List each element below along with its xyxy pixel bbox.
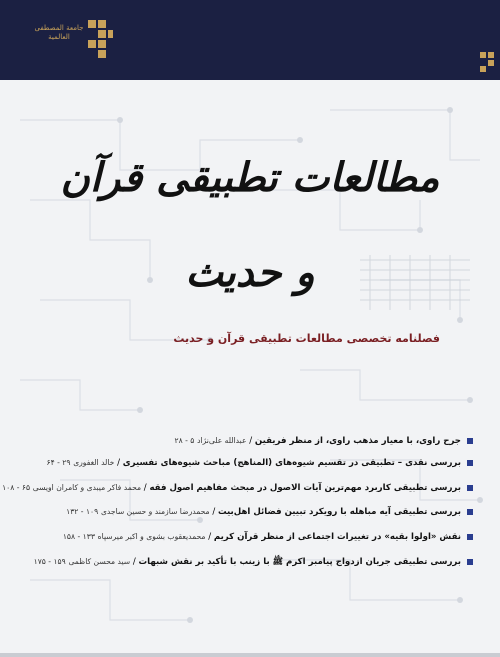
toc-item: بررسی تطبیقی آیه مباهله با رویکرد تبیین فضائل اهل‌بیت / محمدرضا سازمند و حسین ساجدی ۱۰۹ - ۱۳۲ (58, 502, 473, 522)
toc-item: بررسی نقدی – تطبیقی در تقسیم شیوه‌های (المناهج) مباحث شیوه‌های تفسیری / خالد الغفوری ۲۹ - ۶۴ (58, 453, 473, 473)
bullet-icon (467, 460, 473, 466)
toc-item: نقش «اولوا بقیه» در تغییرات اجتماعی از منظر قرآن کریم / محمدیعقوب بشوی و اکبر میرسپاه ۱۳۳ - ۱۵۸ (58, 527, 473, 547)
toc-item: بررسی تطبیقی کاربرد مهم‌ترین آیات الاصول در مبحث مفاهیم اصول فقه / محمد فاکر میبدی و کامران اویسی ۶۵ - ۱۰۸ (58, 478, 473, 498)
header-band (0, 0, 500, 80)
bullet-icon (467, 559, 473, 565)
bullet-icon (467, 485, 473, 491)
bullet-icon (467, 509, 473, 515)
bullet-icon (467, 534, 473, 540)
toc-item: بررسی تطبیقی جریان ازدواج پیامبر اکرم ﷺ با زینب با تأکید بر نقش شبهات / سید محسن کاظمی ۱۵۹ - ۱۷۵ (58, 552, 473, 572)
toc-item: جرح راوی، با معیار مذهب راوی، از منظر فریقین / عبدالله علی‌نژاد ۵ - ۲۸ (58, 431, 473, 451)
journal-subtitle: فصلنامه تخصصی مطالعات تطبیقی قرآن و حدیث (173, 332, 440, 345)
logo-mark-icon (86, 18, 114, 60)
bullet-icon (467, 438, 473, 444)
journal-title: مطالعات تطبیقی قرآن و حدیث (60, 154, 440, 296)
publisher-logo-text: جامعة المصطفى العالمية (34, 24, 84, 41)
corner-logo-icon (478, 50, 496, 74)
publisher-logo (34, 14, 114, 70)
bottom-edge (0, 653, 500, 657)
